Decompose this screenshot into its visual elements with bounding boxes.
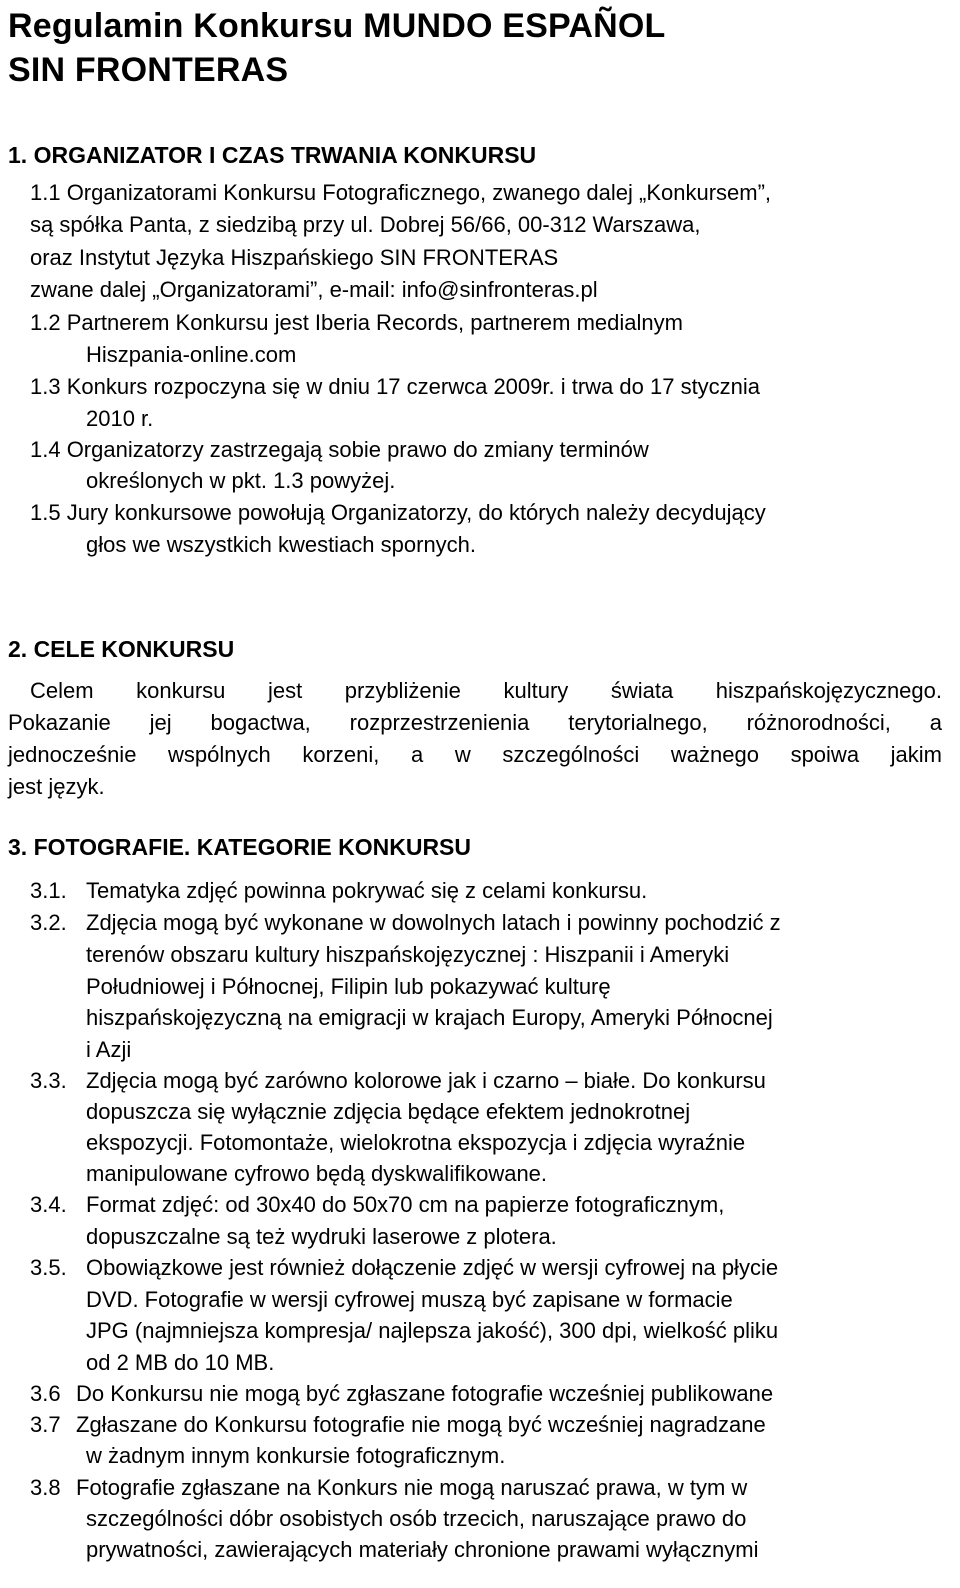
- section-1-line-3: oraz Instytut Języka Hiszpańskiego SIN FRONTERAS: [30, 245, 559, 270]
- section-1-line-2: są spółka Panta, z siedzibą przy ul. Dobrej 56/66, 00-312 Warszawa,: [30, 212, 701, 237]
- item-3-6-line-1: Do Konkursu nie mogą być zgłaszane fotografie wcześniej publikowane: [76, 1381, 774, 1406]
- item-3-2-line-3: Południowej i Północnej, Filipin lub pokazywać kulturę: [86, 974, 611, 999]
- document-title-line-1: Regulamin Konkursu MUNDO ESPAÑOL: [8, 7, 666, 45]
- section-1-line-6: Hiszpania-online.com: [86, 342, 297, 367]
- item-3-2-line-5: i Azji: [86, 1037, 132, 1062]
- item-3-5-line-2: DVD. Fotografie w wersji cyfrowej muszą być zapisane w formacie: [86, 1287, 733, 1312]
- section-2-line-2: Pokazanie jej bogactwa, rozprzestrzenienia terytorialnego, różnorodności, a: [8, 710, 942, 735]
- section-3-heading: 3. FOTOGRAFIE. KATEGORIE KONKURSU: [8, 834, 472, 860]
- item-3-4-line-1: Format zdjęć: od 30x40 do 50x70 cm na papierze fotograficznym,: [86, 1192, 725, 1217]
- item-3-1-number: 3.1.: [30, 878, 67, 903]
- item-3-8-line-3: prywatności, zawierających materiały chronione prawami wyłącznymi: [86, 1537, 759, 1562]
- section-1-line-7: 1.3 Konkurs rozpoczyna się w dniu 17 czerwca 2009r. i trwa do 17 stycznia: [30, 374, 761, 399]
- item-3-6-number: 3.6: [30, 1381, 61, 1406]
- section-1-line-10: określonych w pkt. 1.3 powyżej.: [86, 468, 396, 493]
- item-3-5-number: 3.5.: [30, 1255, 67, 1280]
- section-1-heading: 1. ORGANIZATOR I CZAS TRWANIA KONKURSU: [8, 142, 537, 168]
- section-1-line-12: głos we wszystkich kwestiach spornych.: [86, 532, 477, 557]
- item-3-5-line-1: Obowiązkowe jest również dołączenie zdjęć w wersji cyfrowej na płycie: [86, 1255, 779, 1280]
- document-title-line-2: SIN FRONTERAS: [8, 51, 289, 89]
- item-3-3-line-3: ekspozycji. Fotomontaże, wielokrotna ekspozycja i zdjęcia wyraźnie: [86, 1130, 746, 1155]
- section-1-line-4: zwane dalej „Organizatorami”, e-mail: info@sinfronteras.pl: [30, 277, 598, 302]
- item-3-3-line-4: manipulowane cyfrowo będą dyskwalifikowane.: [86, 1161, 548, 1186]
- section-1-line-8: 2010 r.: [86, 406, 154, 431]
- item-3-4-number: 3.4.: [30, 1192, 67, 1217]
- item-3-8-line-1: Fotografie zgłaszane na Konkurs nie mogą naruszać prawa, w tym w: [76, 1475, 748, 1500]
- item-3-3-line-1: Zdjęcia mogą być zarówno kolorowe jak i czarno – białe. Do konkursu: [86, 1068, 766, 1093]
- section-2-line-1: Celem konkursu jest przybliżenie kultury świata hiszpańskojęzycznego.: [30, 678, 942, 703]
- item-3-1-line-1: Tematyka zdjęć powinna pokrywać się z celami konkursu.: [86, 878, 648, 903]
- section-2-heading: 2. CELE KONKURSU: [8, 636, 235, 662]
- section-1-line-1: 1.1 Organizatorami Konkursu Fotograficznego, zwanego dalej „Konkursem”,: [30, 180, 772, 205]
- item-3-5-line-4: od 2 MB do 10 MB.: [86, 1350, 275, 1375]
- item-3-7-line-2: w żadnym innym konkursie fotograficznym.: [86, 1443, 506, 1468]
- item-3-8-line-2: szczególności dóbr osobistych osób trzecich, naruszające prawo do: [86, 1506, 747, 1531]
- item-3-2-line-2: terenów obszaru kultury hiszpańskojęzycznej : Hiszpanii i Ameryki: [86, 942, 730, 967]
- item-3-4-line-2: dopuszczalne są też wydruki laserowe z plotera.: [86, 1224, 557, 1249]
- item-3-3-number: 3.3.: [30, 1068, 67, 1093]
- item-3-8-number: 3.8: [30, 1475, 61, 1500]
- item-3-5-line-3: JPG (najmniejsza kompresja/ najlepsza jakość), 300 dpi, wielkość pliku: [86, 1318, 779, 1343]
- section-1-line-9: 1.4 Organizatorzy zastrzegają sobie prawo do zmiany terminów: [30, 437, 649, 462]
- item-3-7-line-1: Zgłaszane do Konkursu fotografie nie mogą być wcześniej nagradzane: [76, 1412, 766, 1437]
- item-3-7-number: 3.7: [30, 1412, 61, 1437]
- item-3-3-line-2: dopuszcza się wyłącznie zdjęcia będące efektem jednokrotnej: [86, 1099, 691, 1124]
- section-2-line-3: jednocześnie wspólnych korzeni, a w szczególności ważnego spoiwa jakim: [8, 742, 942, 767]
- item-3-2-number: 3.2.: [30, 910, 67, 935]
- item-3-2-line-4: hiszpańskojęzyczną na emigracji w krajach Europy, Ameryki Północnej: [86, 1005, 773, 1030]
- section-1-line-11: 1.5 Jury konkursowe powołują Organizatorzy, do których należy decydujący: [30, 500, 766, 525]
- item-3-2-line-1: Zdjęcia mogą być wykonane w dowolnych latach i powinny pochodzić z: [86, 910, 781, 935]
- section-1-line-5: 1.2 Partnerem Konkursu jest Iberia Records, partnerem medialnym: [30, 310, 683, 335]
- section-2-line-4: jest język.: [8, 774, 105, 799]
- document-title: [8, 4, 665, 92]
